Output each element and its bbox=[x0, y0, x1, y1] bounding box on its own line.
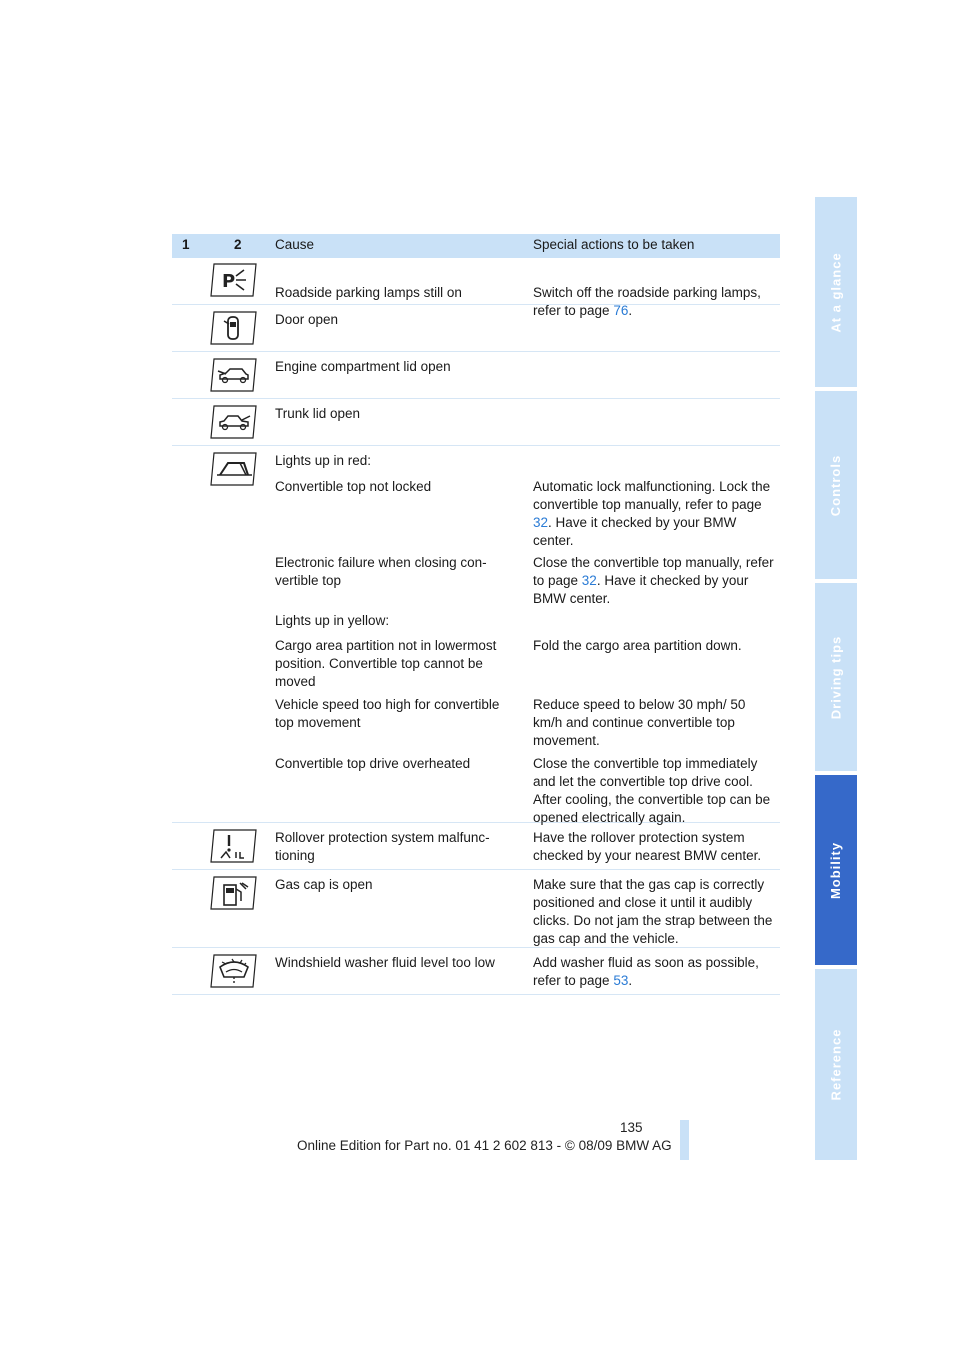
action-text: Close the convertible top manually, refer to page 32. Have it checked by your BMW center. bbox=[533, 555, 774, 606]
header-cause: Cause bbox=[275, 237, 315, 252]
table-row bbox=[172, 446, 780, 823]
cause-text: Trunk lid open bbox=[275, 406, 361, 421]
tab-controls[interactable] bbox=[815, 391, 857, 579]
footer-marker bbox=[680, 1120, 689, 1160]
side-tabs bbox=[815, 197, 857, 1160]
cause-text: Rollover protection system malfunc-tioning bbox=[275, 830, 490, 863]
convertible-top-icon bbox=[208, 451, 258, 487]
header-action: Special actions to be taken bbox=[533, 237, 695, 252]
action-text: Have the rollover protection system checked by your nearest BMW center. bbox=[533, 830, 762, 863]
trunk-lid-icon bbox=[208, 404, 258, 440]
action-text: Make sure that the gas cap is correctly positioned and close it until it audibly clicks. Do not jam the strap between the gas cap and the vehicle. bbox=[533, 877, 773, 946]
tab-label: Controls bbox=[828, 454, 844, 516]
cause-text: Gas cap is open bbox=[275, 877, 373, 892]
action-text: Switch off the roadside parking lamps, refer to page 76. bbox=[533, 285, 761, 318]
footer-text: Online Edition for Part no. 01 41 2 602 813 - © 08/09 BMW AG bbox=[297, 1138, 672, 1153]
svg-text:P: P bbox=[222, 271, 236, 292]
table-row bbox=[172, 258, 780, 318]
page-number: 135 bbox=[620, 1120, 643, 1135]
cause-text: Vehicle speed too high for convertible top movement bbox=[275, 697, 500, 730]
table-row bbox=[172, 948, 780, 995]
engine-compartment-lid-icon bbox=[208, 357, 258, 393]
cause-text: Engine compartment lid open bbox=[275, 359, 451, 374]
header-col-1: 1 bbox=[182, 237, 190, 252]
tab-label: Mobility bbox=[828, 841, 844, 899]
yellow-heading: Lights up in yellow: bbox=[275, 613, 390, 628]
action-text: Automatic lock malfunctioning. Lock the convertible top manually, refer to page 32. Have it checked by your BMW center. bbox=[533, 479, 771, 548]
table-row bbox=[172, 870, 780, 948]
table-row bbox=[172, 399, 780, 446]
page-link[interactable]: 53 bbox=[613, 973, 629, 988]
cause-text: Roadside parking lamps still on bbox=[275, 285, 462, 300]
tab-mobility[interactable] bbox=[815, 775, 857, 965]
table-row bbox=[172, 305, 780, 352]
cause-text: Convertible top not locked bbox=[275, 479, 432, 494]
cause-text: Cargo area partition not in lowermost position. Convertible top cannot be moved bbox=[275, 638, 497, 689]
cause-text: Electronic failure when closing con-vertible top bbox=[275, 555, 487, 588]
windshield-washer-icon bbox=[208, 953, 258, 989]
page-link[interactable]: 76 bbox=[613, 303, 629, 318]
tab-label: Driving tips bbox=[828, 635, 844, 719]
roadside-parking-lamps-icon bbox=[208, 262, 258, 298]
red-heading: Lights up in red: bbox=[275, 453, 372, 468]
tab-at-a-glance[interactable] bbox=[815, 197, 857, 387]
table-header bbox=[172, 234, 780, 258]
action-text: Add washer fluid as soon as possible, refer to page 53. bbox=[533, 955, 759, 988]
tab-reference[interactable] bbox=[815, 969, 857, 1160]
action-text: Fold the cargo area partition down. bbox=[533, 638, 742, 653]
cause-text: Door open bbox=[275, 312, 339, 327]
action-text: Close the convertible top immediately and let the convertible top drive cool. After cooling, the convertible top can be opened electrically again. bbox=[533, 756, 771, 825]
header-col-2: 2 bbox=[234, 237, 242, 252]
action-text: Reduce speed to below 30 mph/ 50 km/h and continue convertible top movement. bbox=[533, 697, 746, 748]
indicator-table bbox=[172, 234, 780, 995]
table-row bbox=[172, 823, 780, 870]
tab-label: Reference bbox=[828, 1028, 844, 1101]
tab-label: At a glance bbox=[828, 251, 844, 333]
page-link[interactable]: 32 bbox=[533, 515, 549, 530]
tab-driving-tips[interactable] bbox=[815, 583, 857, 771]
cause-text: Convertible top drive overheated bbox=[275, 756, 471, 771]
door-open-icon bbox=[208, 310, 258, 346]
table-row bbox=[172, 352, 780, 399]
gas-cap-icon bbox=[208, 875, 258, 911]
page-link[interactable]: 32 bbox=[581, 573, 597, 588]
cause-text: Windshield washer fluid level too low bbox=[275, 955, 495, 970]
rollover-protection-icon bbox=[208, 828, 258, 864]
